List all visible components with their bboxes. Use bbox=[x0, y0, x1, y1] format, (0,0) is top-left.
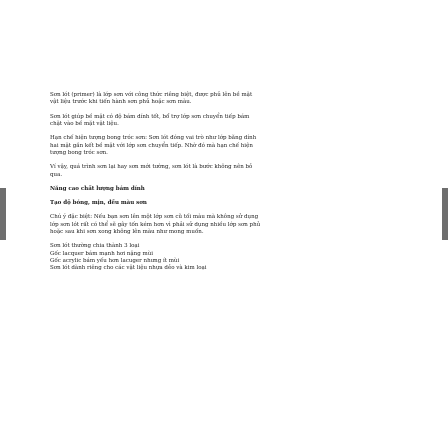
left-edge-bar bbox=[0, 188, 6, 240]
paragraph-primer-adhesion: Sơn lót giúp bề mặt có độ bám dính tốt, bổ trợ lớp sơn chuyển tiếp bám chặt vào bề mặt vật liệu. bbox=[50, 113, 250, 128]
paragraph-special-note: Chú ý đặc biệt: Nếu bạn sơn lên một lớp sơn cũ tối màu mà không sử dụng lớp sơn lót rất có thể sẽ gây tốn kém hơn vì phải sử dụng nhiều lớp sơn phủ hoặc sau khi sơn xong không lên màu như mong muốn. bbox=[50, 214, 261, 236]
paragraph-primer-definition: Sơn lót (primer) là lớp sơn với công thức riêng biệt, được phủ lên bề mặt vật liệu trước khi tiến hành sơn phủ hoặc sơn màu. bbox=[50, 92, 253, 106]
heading-adhesion-quality: Năng cao chất lượng bám dính bbox=[50, 185, 145, 192]
document-body bbox=[50, 92, 400, 273]
primer-types-list: Sơn lót thường chia thành 3 loại Gốc lacquer bám mạnh hơi nặng mùi Gốc acrylic bám yếu hơn lacuger nhưng ít mùi Sơn lót dành riêng cho các vật liệu nhựa dẻo và kim loại bbox=[50, 243, 207, 272]
heading-gloss-smooth: Tạo độ bóng, mịn, đều màu sơn bbox=[50, 200, 147, 207]
right-edge-bar bbox=[442, 188, 448, 240]
paragraph-peeling-prevention: Hạn chế hiện tượng bong tróc sơn: Sơn lót đóng vai trò như lớp băng dính hai mặt gắn kết bề mặt với lớp sơn chuyển tiếp. Nhờ đó mà hạn chế hiện tượng bong tróc sơn. bbox=[50, 135, 257, 157]
paragraph-conclusion: Ví vậy, quá trình sơn lại hay sơn mới tường, sơn lót là bước không nên bỏ qua. bbox=[50, 164, 253, 178]
